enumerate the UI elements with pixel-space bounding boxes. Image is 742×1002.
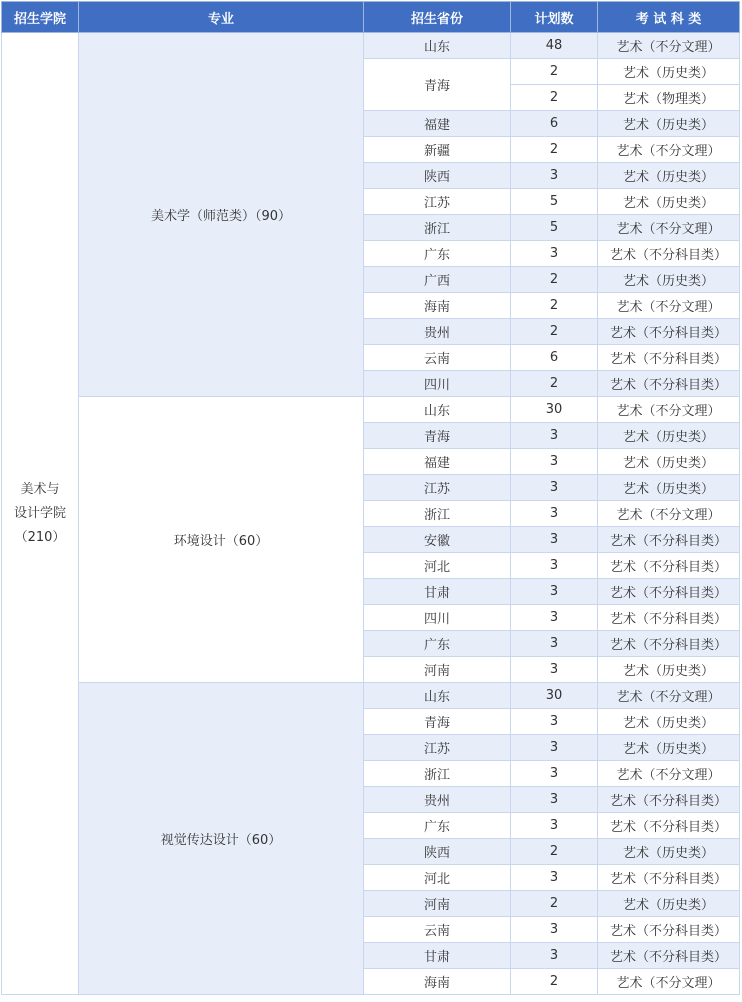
province-cell: 陕西 <box>364 839 511 865</box>
count-cell: 30 <box>511 683 598 709</box>
count-cell: 3 <box>511 735 598 761</box>
category-cell: 艺术（不分科目类） <box>598 631 740 657</box>
count-cell: 5 <box>511 189 598 215</box>
major-cell: 美术学（师范类）（90） <box>79 33 364 397</box>
province-cell: 河北 <box>364 865 511 891</box>
category-cell: 艺术（不分文理） <box>598 761 740 787</box>
count-cell: 2 <box>511 59 598 85</box>
province-cell: 福建 <box>364 449 511 475</box>
category-cell: 艺术（不分科目类） <box>598 241 740 267</box>
province-cell: 江苏 <box>364 475 511 501</box>
province-cell: 甘肃 <box>364 579 511 605</box>
category-cell: 艺术（不分科目类） <box>598 527 740 553</box>
province-cell: 四川 <box>364 605 511 631</box>
count-cell: 3 <box>511 605 598 631</box>
province-cell: 河南 <box>364 657 511 683</box>
category-cell: 艺术（不分科目类） <box>598 813 740 839</box>
count-cell: 2 <box>511 371 598 397</box>
province-cell: 山东 <box>364 683 511 709</box>
category-cell: 艺术（不分科目类） <box>598 943 740 969</box>
category-cell: 艺术（历史类） <box>598 163 740 189</box>
category-cell: 艺术（不分文理） <box>598 501 740 527</box>
major-cell: 视觉传达设计（60） <box>79 683 364 995</box>
province-cell: 广东 <box>364 631 511 657</box>
province-cell: 江苏 <box>364 189 511 215</box>
count-cell: 2 <box>511 137 598 163</box>
category-cell: 艺术（不分文理） <box>598 293 740 319</box>
category-cell: 艺术（历史类） <box>598 735 740 761</box>
province-cell: 山东 <box>364 397 511 423</box>
count-cell: 3 <box>511 917 598 943</box>
table-row <box>2 683 740 709</box>
category-cell: 艺术（历史类） <box>598 891 740 917</box>
province-cell: 广东 <box>364 813 511 839</box>
category-cell: 艺术（不分科目类） <box>598 787 740 813</box>
province-cell: 河南 <box>364 891 511 917</box>
category-cell: 艺术（不分文理） <box>598 215 740 241</box>
count-cell: 3 <box>511 163 598 189</box>
count-cell: 2 <box>511 891 598 917</box>
category-cell: 艺术（不分文理） <box>598 969 740 995</box>
category-cell: 艺术（历史类） <box>598 111 740 137</box>
count-cell: 48 <box>511 33 598 59</box>
count-cell: 3 <box>511 865 598 891</box>
count-cell: 2 <box>511 267 598 293</box>
province-cell: 浙江 <box>364 215 511 241</box>
college-cell <box>2 33 79 995</box>
province-cell: 安徽 <box>364 527 511 553</box>
category-cell: 艺术（历史类） <box>598 59 740 85</box>
category-cell: 艺术（不分文理） <box>598 397 740 423</box>
count-cell: 3 <box>511 657 598 683</box>
category-cell: 艺术（历史类） <box>598 475 740 501</box>
category-cell: 艺术（不分文理） <box>598 137 740 163</box>
province-cell: 福建 <box>364 111 511 137</box>
header-major: 专业 <box>79 2 364 33</box>
count-cell: 5 <box>511 215 598 241</box>
count-cell: 2 <box>511 969 598 995</box>
province-cell: 广西 <box>364 267 511 293</box>
category-cell: 艺术（历史类） <box>598 839 740 865</box>
count-cell: 3 <box>511 631 598 657</box>
category-cell: 艺术（不分科目类） <box>598 345 740 371</box>
major-cell: 环境设计（60） <box>79 397 364 683</box>
count-cell: 2 <box>511 293 598 319</box>
count-cell: 2 <box>511 319 598 345</box>
province-cell: 海南 <box>364 293 511 319</box>
category-cell: 艺术（不分科目类） <box>598 917 740 943</box>
count-cell: 3 <box>511 787 598 813</box>
count-cell: 3 <box>511 943 598 969</box>
province-cell: 山东 <box>364 33 511 59</box>
count-cell: 6 <box>511 345 598 371</box>
table-row <box>2 33 740 59</box>
category-cell: 艺术（历史类） <box>598 709 740 735</box>
table-header-row <box>2 2 740 33</box>
province-cell: 甘肃 <box>364 943 511 969</box>
count-cell: 3 <box>511 423 598 449</box>
category-cell: 艺术（不分科目类） <box>598 865 740 891</box>
province-cell: 贵州 <box>364 787 511 813</box>
college-name-line: 美术与 <box>20 481 60 497</box>
province-cell: 云南 <box>364 917 511 943</box>
province-cell: 陕西 <box>364 163 511 189</box>
count-cell: 3 <box>511 553 598 579</box>
category-cell: 艺术（历史类） <box>598 423 740 449</box>
header-plan-count: 计划数 <box>511 2 598 33</box>
category-cell: 艺术（不分科目类） <box>598 605 740 631</box>
count-cell: 2 <box>511 839 598 865</box>
province-cell: 广东 <box>364 241 511 267</box>
province-cell: 青海 <box>364 59 511 111</box>
count-cell: 2 <box>511 85 598 111</box>
count-cell: 3 <box>511 709 598 735</box>
province-cell: 江苏 <box>364 735 511 761</box>
count-cell: 3 <box>511 475 598 501</box>
province-cell: 贵州 <box>364 319 511 345</box>
count-cell: 3 <box>511 761 598 787</box>
count-cell: 3 <box>511 449 598 475</box>
count-cell: 3 <box>511 501 598 527</box>
province-cell: 河北 <box>364 553 511 579</box>
province-cell: 新疆 <box>364 137 511 163</box>
province-cell: 浙江 <box>364 501 511 527</box>
count-cell: 30 <box>511 397 598 423</box>
table-row <box>2 397 740 423</box>
category-cell: 艺术（历史类） <box>598 189 740 215</box>
category-cell: 艺术（不分文理） <box>598 683 740 709</box>
enrollment-plan-table <box>1 1 740 995</box>
category-cell: 艺术（不分科目类） <box>598 553 740 579</box>
count-cell: 3 <box>511 241 598 267</box>
category-cell: 艺术（不分科目类） <box>598 319 740 345</box>
category-cell: 艺术（物理类） <box>598 85 740 111</box>
count-cell: 3 <box>511 813 598 839</box>
header-exam-category: 考 试 科 类 <box>598 2 740 33</box>
count-cell: 6 <box>511 111 598 137</box>
province-cell: 海南 <box>364 969 511 995</box>
province-cell: 云南 <box>364 345 511 371</box>
header-college: 招生学院 <box>2 2 79 33</box>
category-cell: 艺术（历史类） <box>598 657 740 683</box>
category-cell: 艺术（历史类） <box>598 449 740 475</box>
category-cell: 艺术（不分科目类） <box>598 371 740 397</box>
count-cell: 3 <box>511 579 598 605</box>
college-quota: （210） <box>14 529 66 545</box>
category-cell: 艺术（不分文理） <box>598 33 740 59</box>
province-cell: 四川 <box>364 371 511 397</box>
province-cell: 青海 <box>364 709 511 735</box>
province-cell: 青海 <box>364 423 511 449</box>
college-name-line: 设计学院 <box>13 505 66 521</box>
count-cell: 3 <box>511 527 598 553</box>
category-cell: 艺术（历史类） <box>598 267 740 293</box>
header-province: 招生省份 <box>364 2 511 33</box>
category-cell: 艺术（不分科目类） <box>598 579 740 605</box>
province-cell: 浙江 <box>364 761 511 787</box>
